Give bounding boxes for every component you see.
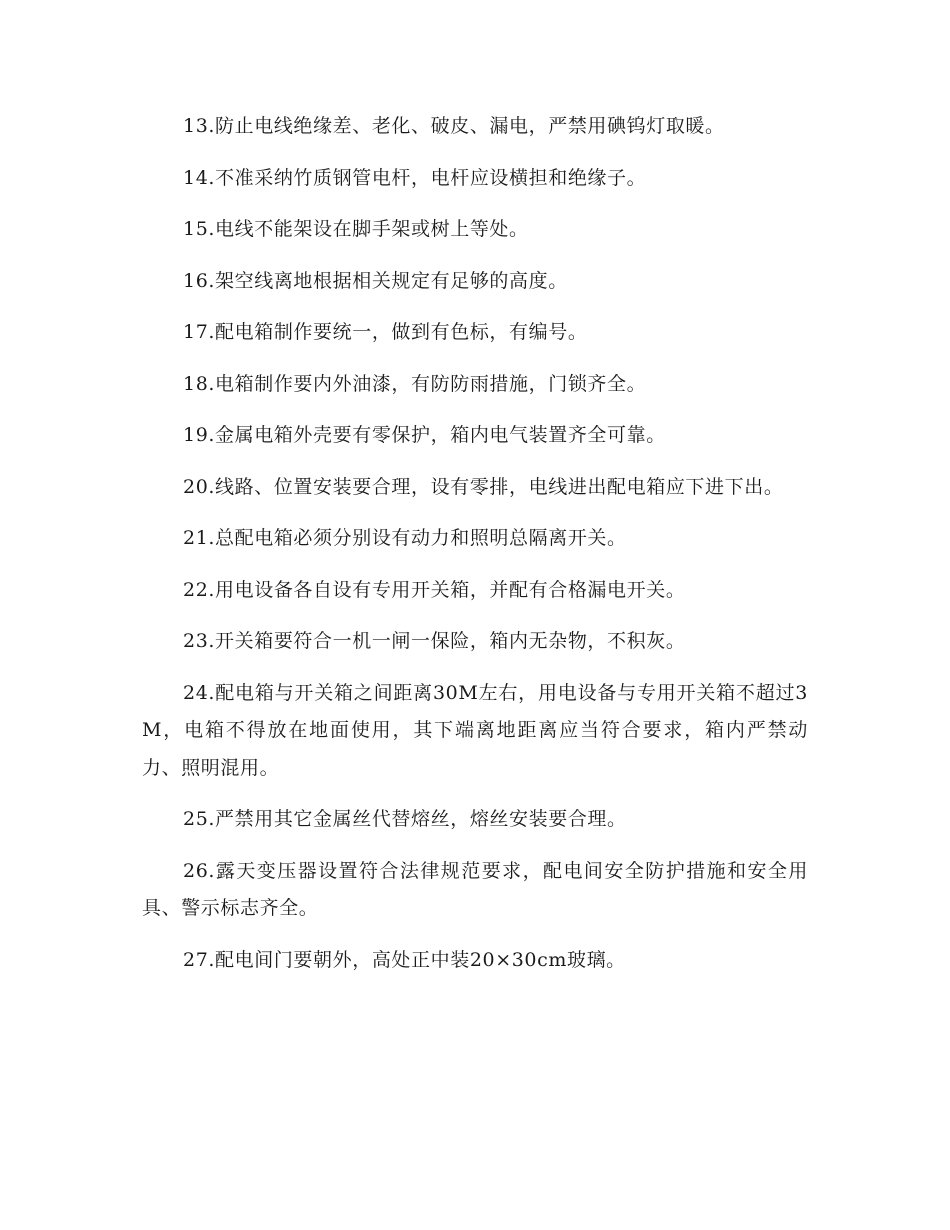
paragraph-number: 25. (183, 808, 216, 830)
paragraph-26 (142, 853, 808, 928)
paragraph-number: 24. (183, 681, 216, 704)
paragraph-number: 19. (183, 424, 216, 446)
paragraph-number: 26. (183, 859, 216, 882)
paragraph-number: 23. (183, 630, 216, 652)
paragraph-13 (142, 108, 808, 146)
paragraph-text: 金属电箱外壳要有零保护，箱内电气装置齐全可靠。 (215, 424, 666, 446)
paragraph-14 (142, 160, 808, 198)
paragraph-text: 防止电线绝缘差、老化、破皮、漏电，严禁用碘钨灯取暖。 (215, 115, 725, 137)
paragraph-number: 16. (183, 269, 216, 292)
paragraph-number: 17. (183, 321, 216, 343)
paragraph-18 (142, 366, 808, 404)
paragraph-text: 配电间门要朝外，高处正中装20×30cm玻璃。 (215, 948, 626, 971)
paragraph-25 (142, 801, 808, 839)
paragraph-text: 电线不能架设在脚手架或树上等处。 (215, 218, 529, 240)
paragraph-number: 21. (183, 527, 216, 549)
paragraph-number: 20. (183, 475, 216, 498)
paragraph-19 (142, 417, 808, 455)
paragraph-number: 18. (183, 372, 216, 395)
paragraph-22 (142, 572, 808, 610)
paragraph-16 (142, 263, 808, 301)
paragraph-text: 不准采纳竹质钢管电杆，电杆应设横担和绝缘子。 (215, 166, 647, 189)
paragraph-text: 严禁用其它金属丝代替熔丝，熔丝安装要合理。 (215, 808, 627, 830)
paragraph-number: 13. (183, 115, 216, 137)
paragraph-20 (142, 469, 808, 507)
paragraph-17 (142, 314, 808, 352)
paragraph-text: 用电设备各自设有专用开关箱，并配有合格漏电开关。 (215, 578, 686, 601)
paragraph-15 (142, 211, 808, 249)
paragraph-number: 14. (183, 166, 216, 189)
paragraph-text: 配电箱与开关箱之间距离30M左右，用电设备与专用开关箱不超过3M，电箱不得放在地面使用，其下端离地距离应当符合要求，箱内严禁动力、照明混用。 (142, 681, 808, 779)
paragraph-text: 架空线离地根据相关规定有足够的高度。 (215, 269, 568, 292)
paragraph-number: 15. (183, 218, 216, 240)
paragraph-21 (142, 520, 808, 558)
paragraph-text: 线路、位置安装要合理，设有零排，电线进出配电箱应下进下出。 (215, 475, 784, 498)
document-body (142, 108, 808, 993)
paragraph-27 (142, 942, 808, 980)
paragraph-24 (142, 675, 808, 788)
paragraph-text: 配电箱制作要统一，做到有色标，有编号。 (215, 321, 588, 343)
paragraph-number: 22. (183, 578, 216, 601)
paragraph-text: 总配电箱必须分别设有动力和照明总隔离开关。 (215, 527, 627, 549)
paragraph-text: 露天变压器设置符合法律规范要求，配电间安全防护措施和安全用具、警示标志齐全。 (142, 859, 808, 919)
paragraph-text: 电箱制作要内外油漆，有防防雨措施，门锁齐全。 (215, 372, 647, 395)
paragraph-text: 开关箱要符合一机一闸一保险，箱内无杂物，不积灰。 (215, 630, 686, 652)
paragraph-number: 27. (183, 948, 216, 971)
paragraph-23 (142, 623, 808, 661)
